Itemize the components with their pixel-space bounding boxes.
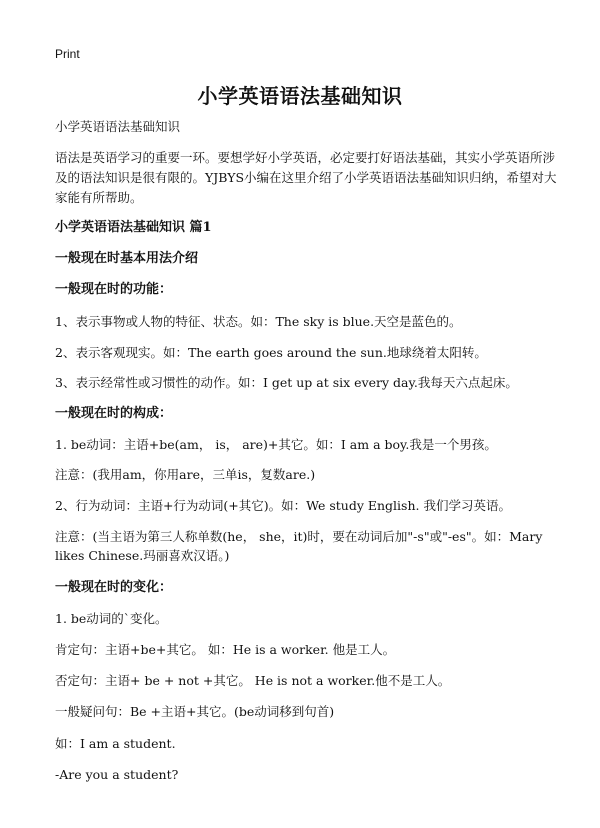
function-item-3: 3、表示经常性或习惯性的动作。如：I get up at six every day.我每天六点起床。 bbox=[55, 375, 518, 390]
change-be: 1. be动词的`变化。 bbox=[55, 611, 168, 626]
function-heading: 一般现在时的功能： bbox=[55, 282, 173, 297]
change-affirmative: 肯定句：主语+be+其它。 如：He is a worker. 他是工人。 bbox=[55, 642, 396, 657]
document-title: 小学英语语法基础知识 bbox=[197, 84, 403, 108]
intro-paragraph: 语法是英语学习的重要一环。要想学好小学英语，必定要打好语法基础，其实小学英语所涉及的语法知识是很有限的。YJBYS小编在这里介绍了小学英语语法基础知识归纳，希望对大家能有所帮助。 bbox=[55, 150, 557, 205]
change-example-question: -Are you a student? bbox=[55, 767, 179, 782]
function-item-2: 2、表示客观现实。如：The earth goes around the sun.地球绕着太阳转。 bbox=[55, 345, 487, 360]
section-heading: 小学英语语法基础知识 篇1 bbox=[55, 220, 212, 235]
structure-be-rule: 1. be动词：主语+be(am， is， are)+其它。如：I am a boy.我是一个男孩。 bbox=[55, 437, 497, 452]
change-heading: 一般现在时的变化： bbox=[55, 580, 173, 595]
change-negative: 否定句：主语+ be + not +其它。 He is not a worker.他不是工人。 bbox=[55, 673, 451, 688]
structure-be-note: 注意：(我用am，你用are，三单is，复数are.) bbox=[55, 467, 316, 482]
structure-verb-rule: 2、行为动词：主语+行为动词(+其它)。如：We study English. 我们学习英语。 bbox=[55, 498, 511, 513]
change-question: 一般疑问句：Be +主语+其它。(be动词移到句首) bbox=[55, 704, 335, 719]
print-label: Print bbox=[55, 47, 80, 61]
function-item-1: 1、表示事物或人物的特征、状态。如：The sky is blue.天空是蓝色的。 bbox=[55, 314, 462, 329]
subtitle: 小学英语语法基础知识 bbox=[55, 119, 181, 134]
topic-heading: 一般现在时基本用法介绍 bbox=[55, 251, 199, 266]
structure-heading: 一般现在时的构成： bbox=[55, 406, 173, 421]
change-example: 如：I am a student. bbox=[55, 736, 176, 751]
structure-verb-note: 注意：(当主语为第三人称单数(he， she，it)时，要在动词后加"-s"或"-es"。如：Mary likes Chinese.玛丽喜欢汉语。) bbox=[55, 529, 543, 563]
